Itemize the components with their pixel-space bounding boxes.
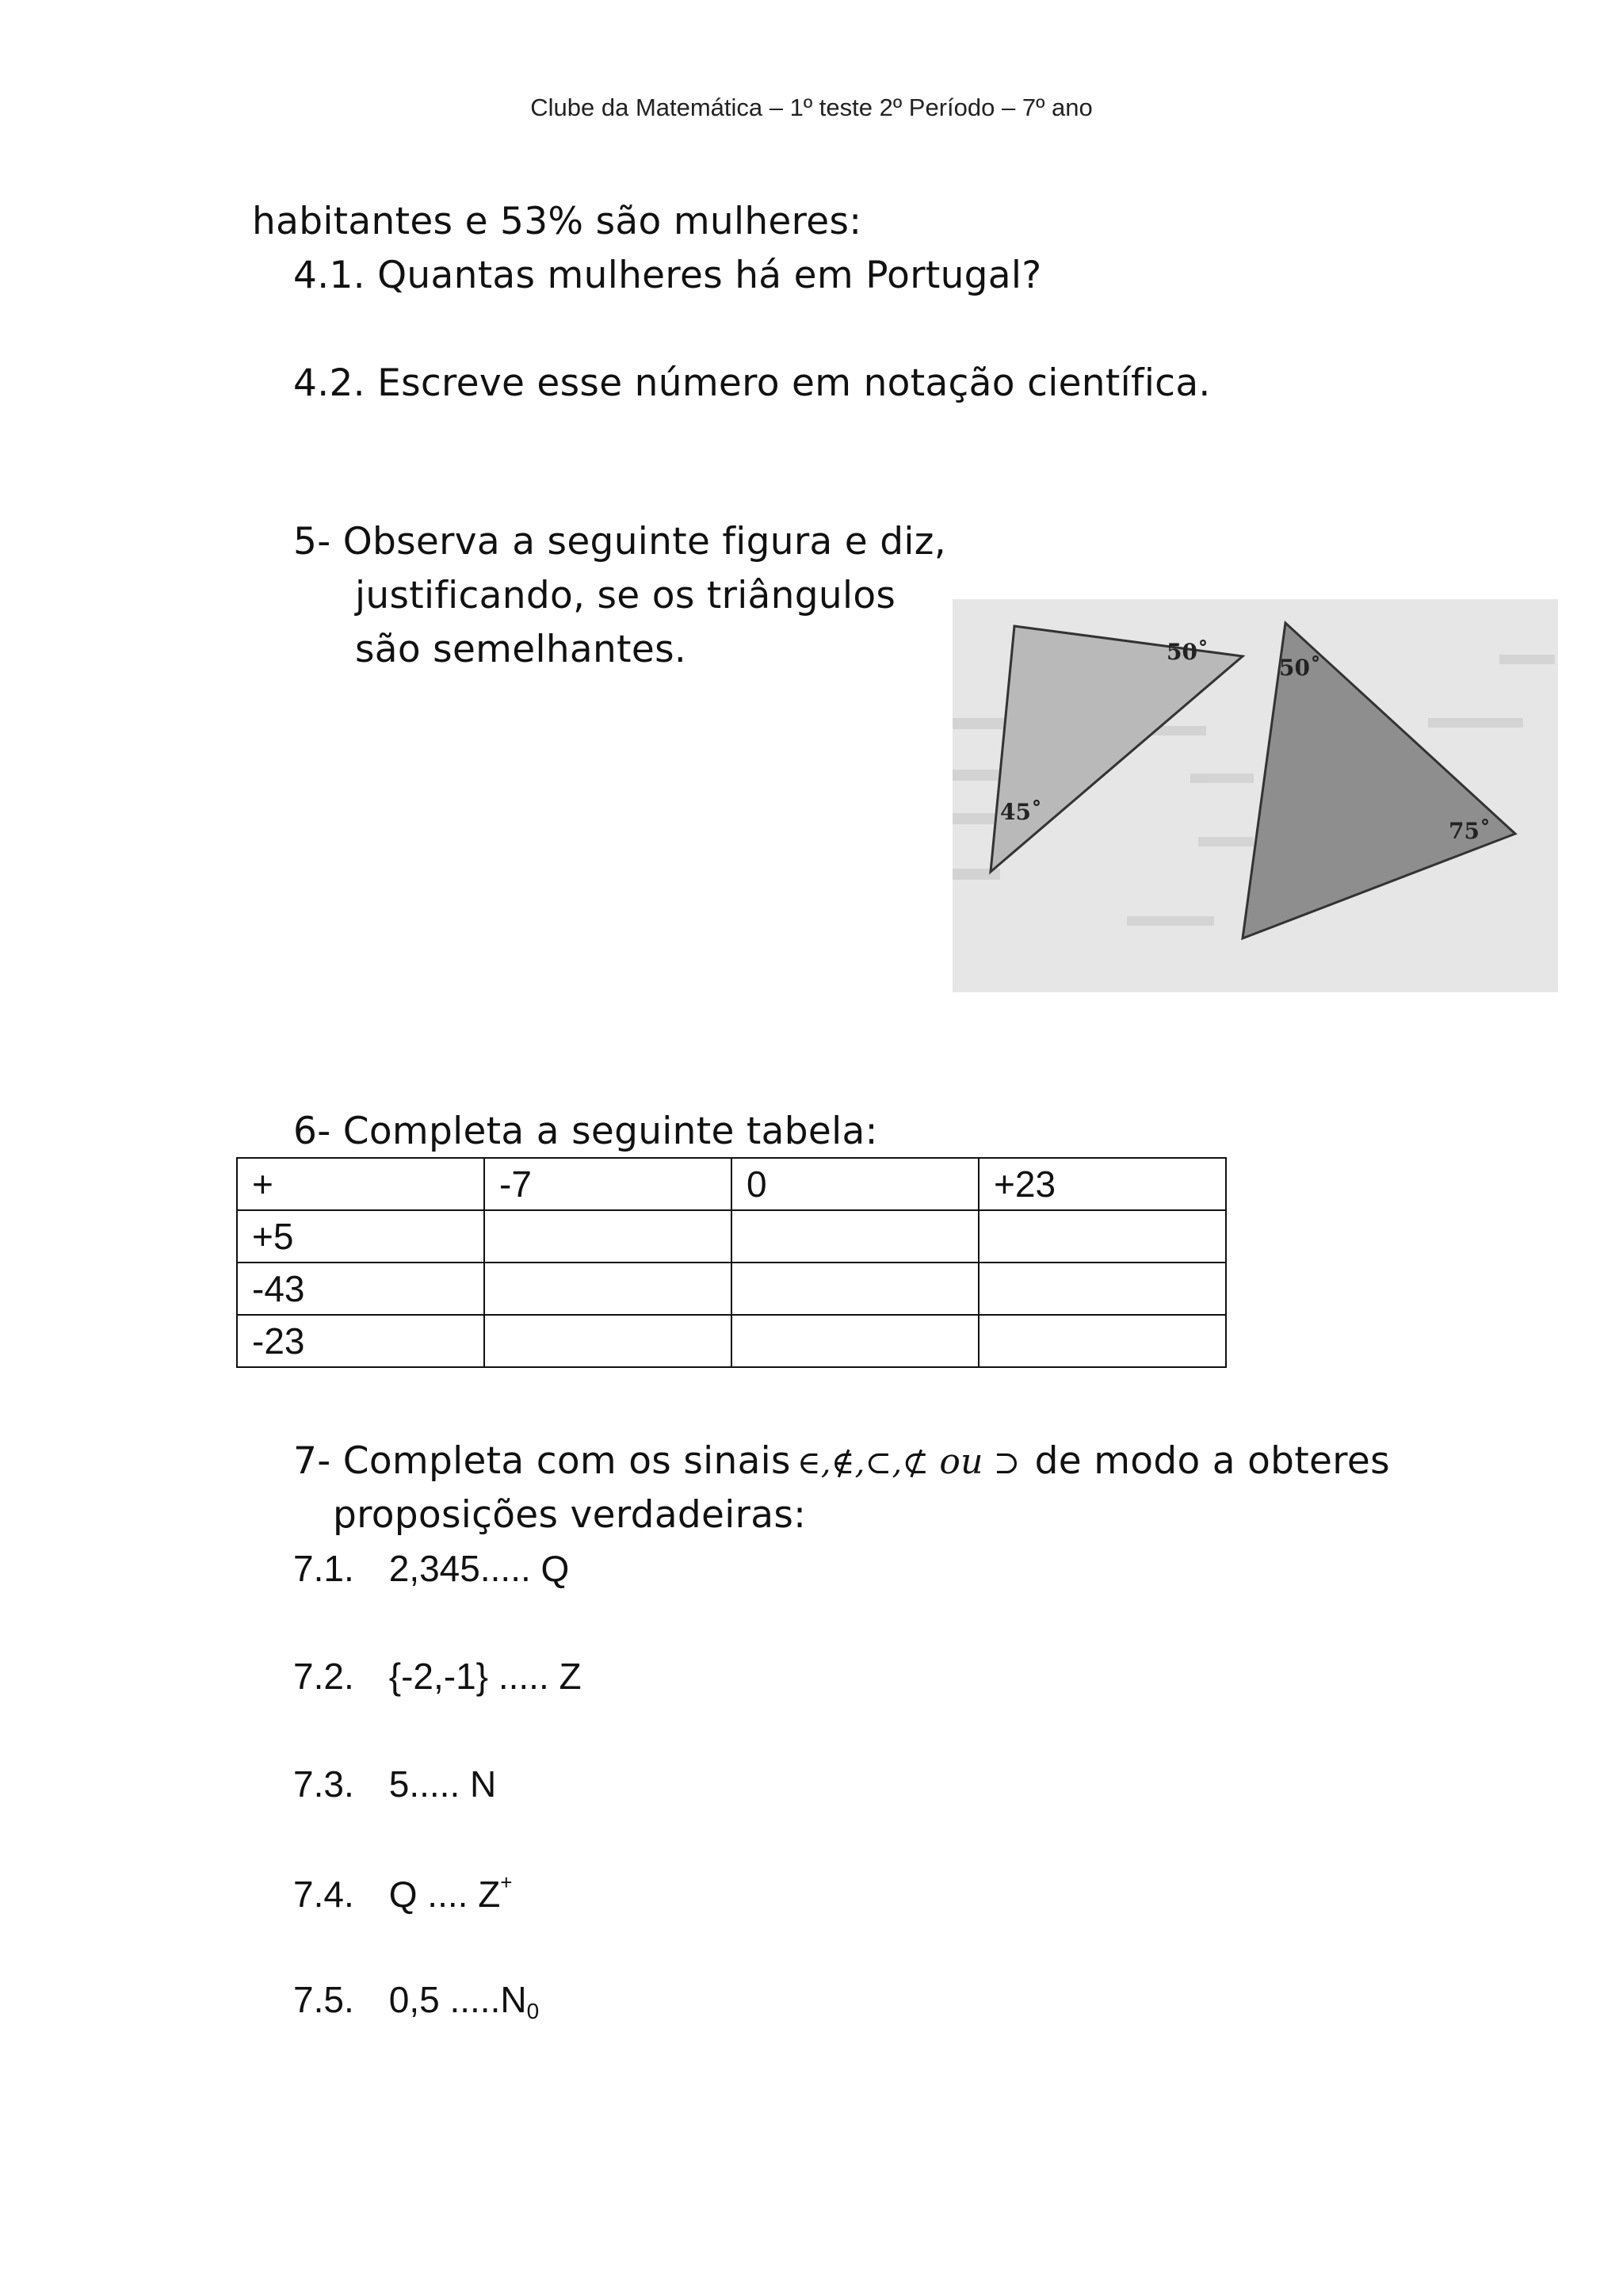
angle-label-50-right: 50˚	[1279, 655, 1321, 681]
q7-line-2: proposições verdadeiras:	[333, 1493, 807, 1537]
q7-item-number: 7.3.	[293, 1763, 354, 1805]
table-cell-blank[interactable]	[979, 1210, 1226, 1263]
table-cell: -7	[484, 1158, 731, 1210]
q7-set-symbols: ∈,∉,⊂,⊄	[796, 1445, 940, 1481]
q7-item-text: 0,5 .....N	[388, 1979, 527, 2020]
addition-table	[236, 1157, 1227, 1368]
q4-2-text: 4.2. Escreve esse número em notação científica.	[293, 361, 1211, 405]
table-cell: +	[237, 1158, 484, 1210]
table-cell: +5	[237, 1210, 484, 1263]
q7-superset-symbol: ⊃	[983, 1445, 1021, 1481]
table-cell-blank[interactable]	[484, 1263, 731, 1315]
table-cell: -43	[237, 1263, 484, 1315]
q7-item-text: 2,345..... Q	[388, 1548, 570, 1589]
q7-item-subscript: 0	[526, 1999, 540, 2023]
table-cell: +23	[979, 1158, 1226, 1210]
q7-item-5	[293, 1978, 539, 2024]
angle-label-45: 45˚	[1000, 799, 1042, 825]
table-row	[237, 1158, 1226, 1210]
q4-1-text: 4.1. Quantas mulheres há em Portugal?	[293, 254, 1042, 297]
table-cell-blank[interactable]	[484, 1210, 731, 1263]
q7-item-3	[293, 1763, 496, 1805]
q6-title: 6- Completa a seguinte tabela:	[293, 1110, 878, 1153]
q5-line-2: justificando, se os triângulos	[355, 574, 896, 617]
table-cell-blank[interactable]	[484, 1315, 731, 1367]
table-cell: -23	[237, 1315, 484, 1367]
q7-ou: ou	[939, 1442, 983, 1482]
table-cell: 0	[731, 1158, 979, 1210]
q7-item-text: Q .... Z	[388, 1874, 501, 1915]
q7-item-number: 7.1.	[293, 1548, 354, 1589]
q7-item-2	[293, 1655, 582, 1698]
q7-line-1-post: de modo a obteres	[1034, 1439, 1390, 1483]
angle-label-75: 75˚	[1449, 818, 1491, 844]
table-cell-blank[interactable]	[979, 1263, 1226, 1315]
table-cell-blank[interactable]	[731, 1315, 979, 1367]
q7-item-text: 5..... N	[388, 1763, 497, 1805]
page-header: Clube da Matemática – 1º teste 2º Período – 7º ano	[530, 94, 1093, 121]
table-cell-blank[interactable]	[979, 1315, 1226, 1367]
table-row	[237, 1263, 1226, 1315]
table-row	[237, 1210, 1226, 1263]
q7-item-superscript: +	[500, 1870, 513, 1894]
q5-line-3: são semelhantes.	[355, 628, 687, 671]
q7-line-1	[293, 1439, 1390, 1483]
triangles-figure	[953, 599, 1558, 992]
triangles-svg	[953, 599, 1558, 992]
q7-item-number: 7.2.	[293, 1656, 354, 1697]
q5-line-1: 5- Observa a seguinte figura e diz,	[293, 520, 946, 563]
q4-intro: habitantes e 53% são mulheres:	[252, 200, 862, 243]
table-row	[237, 1315, 1226, 1367]
q7-item-text: {-2,-1} ..... Z	[388, 1656, 582, 1697]
q7-item-1	[293, 1547, 569, 1590]
q7-item-number: 7.5.	[293, 1979, 354, 2020]
table-cell-blank[interactable]	[731, 1263, 979, 1315]
q7-item-number: 7.4.	[293, 1874, 354, 1915]
q7-item-4	[293, 1870, 512, 1916]
angle-label-50-left: 50˚	[1167, 639, 1209, 665]
q7-line-1-pre: 7- Completa com os sinais	[293, 1439, 791, 1483]
table-cell-blank[interactable]	[731, 1210, 979, 1263]
